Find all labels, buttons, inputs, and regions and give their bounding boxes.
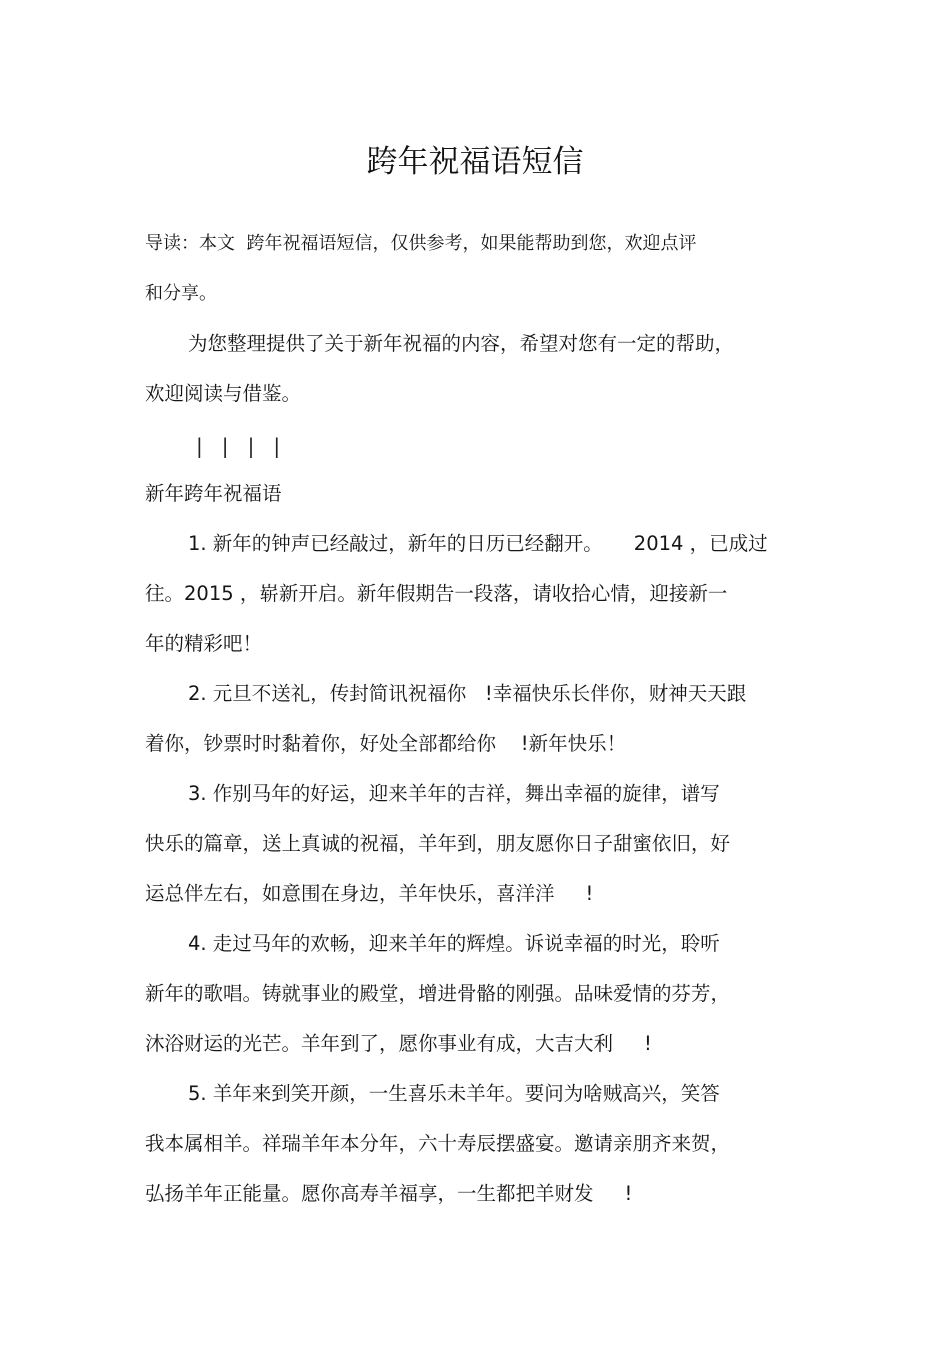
item-5-line-2: 我本属相羊。祥瑞羊年本分年，六十寿辰摆盛宴。邀请亲朋齐来贺， (145, 1132, 731, 1155)
preface-line-2: 欢迎阅读与借鉴。 (145, 382, 302, 405)
separator-marks: | | | | (196, 434, 281, 458)
item-3-line-2: 快乐的篇章，送上真诚的祝福，羊年到，朋友愿你日子甜蜜依旧，好 (145, 832, 731, 855)
item-2-line-2: 着你，钞票时时黏着你，好处全部都给你 !新年快乐！ (145, 732, 627, 755)
item-2-line-1: 2. 元旦不送礼，传封简讯祝福你 !幸福快乐长伴你，财神天天跟 (188, 682, 747, 705)
section-heading: 新年跨年祝福语 (145, 482, 282, 505)
document-title: 跨年祝福语短信 (366, 144, 584, 180)
item-4-line-1: 4. 走过马年的欢畅，迎来羊年的辉煌。诉说幸福的时光，聆听 (188, 932, 720, 955)
item-1-line-2: 往。2015 ，崭新开启。新年假期告一段落，请收拾心情，迎接新一 (145, 582, 728, 605)
item-5-line-3: 弘扬羊年正能量。愿你高寿羊福享，一生都把羊财发 ! (145, 1182, 633, 1205)
item-1-line-1: 1. 新年的钟声已经敲过，新年的日历已经翻开。 2014 ，已成过 (188, 532, 768, 555)
preface-line-1: 为您整理提供了关于新年祝福的内容，希望对您有一定的帮助， (188, 332, 735, 355)
item-1-line-3: 年的精彩吧！ (145, 632, 263, 655)
item-4-line-2: 新年的歌唱。铸就事业的殿堂，增进骨骼的刚强。品味爱情的芬芳， (145, 982, 731, 1005)
item-3-line-3: 运总伴左右，如意围在身边，羊年快乐，喜洋洋 ! (145, 882, 594, 905)
intro-line-1: 导读：本文 跨年祝福语短信，仅供参考，如果能帮助到您，欢迎点评 (145, 233, 697, 254)
intro-line-2: 和分享。 (145, 283, 217, 304)
item-5-line-1: 5. 羊年来到笑开颜，一生喜乐未羊年。要问为啥贼高兴，笑答 (188, 1082, 720, 1105)
item-3-line-1: 3. 作别马年的好运，迎来羊年的吉祥，舞出幸福的旋律，谱写 (188, 782, 720, 805)
item-4-line-3: 沐浴财运的光芒。羊年到了，愿你事业有成，大吉大利 ! (145, 1032, 652, 1055)
